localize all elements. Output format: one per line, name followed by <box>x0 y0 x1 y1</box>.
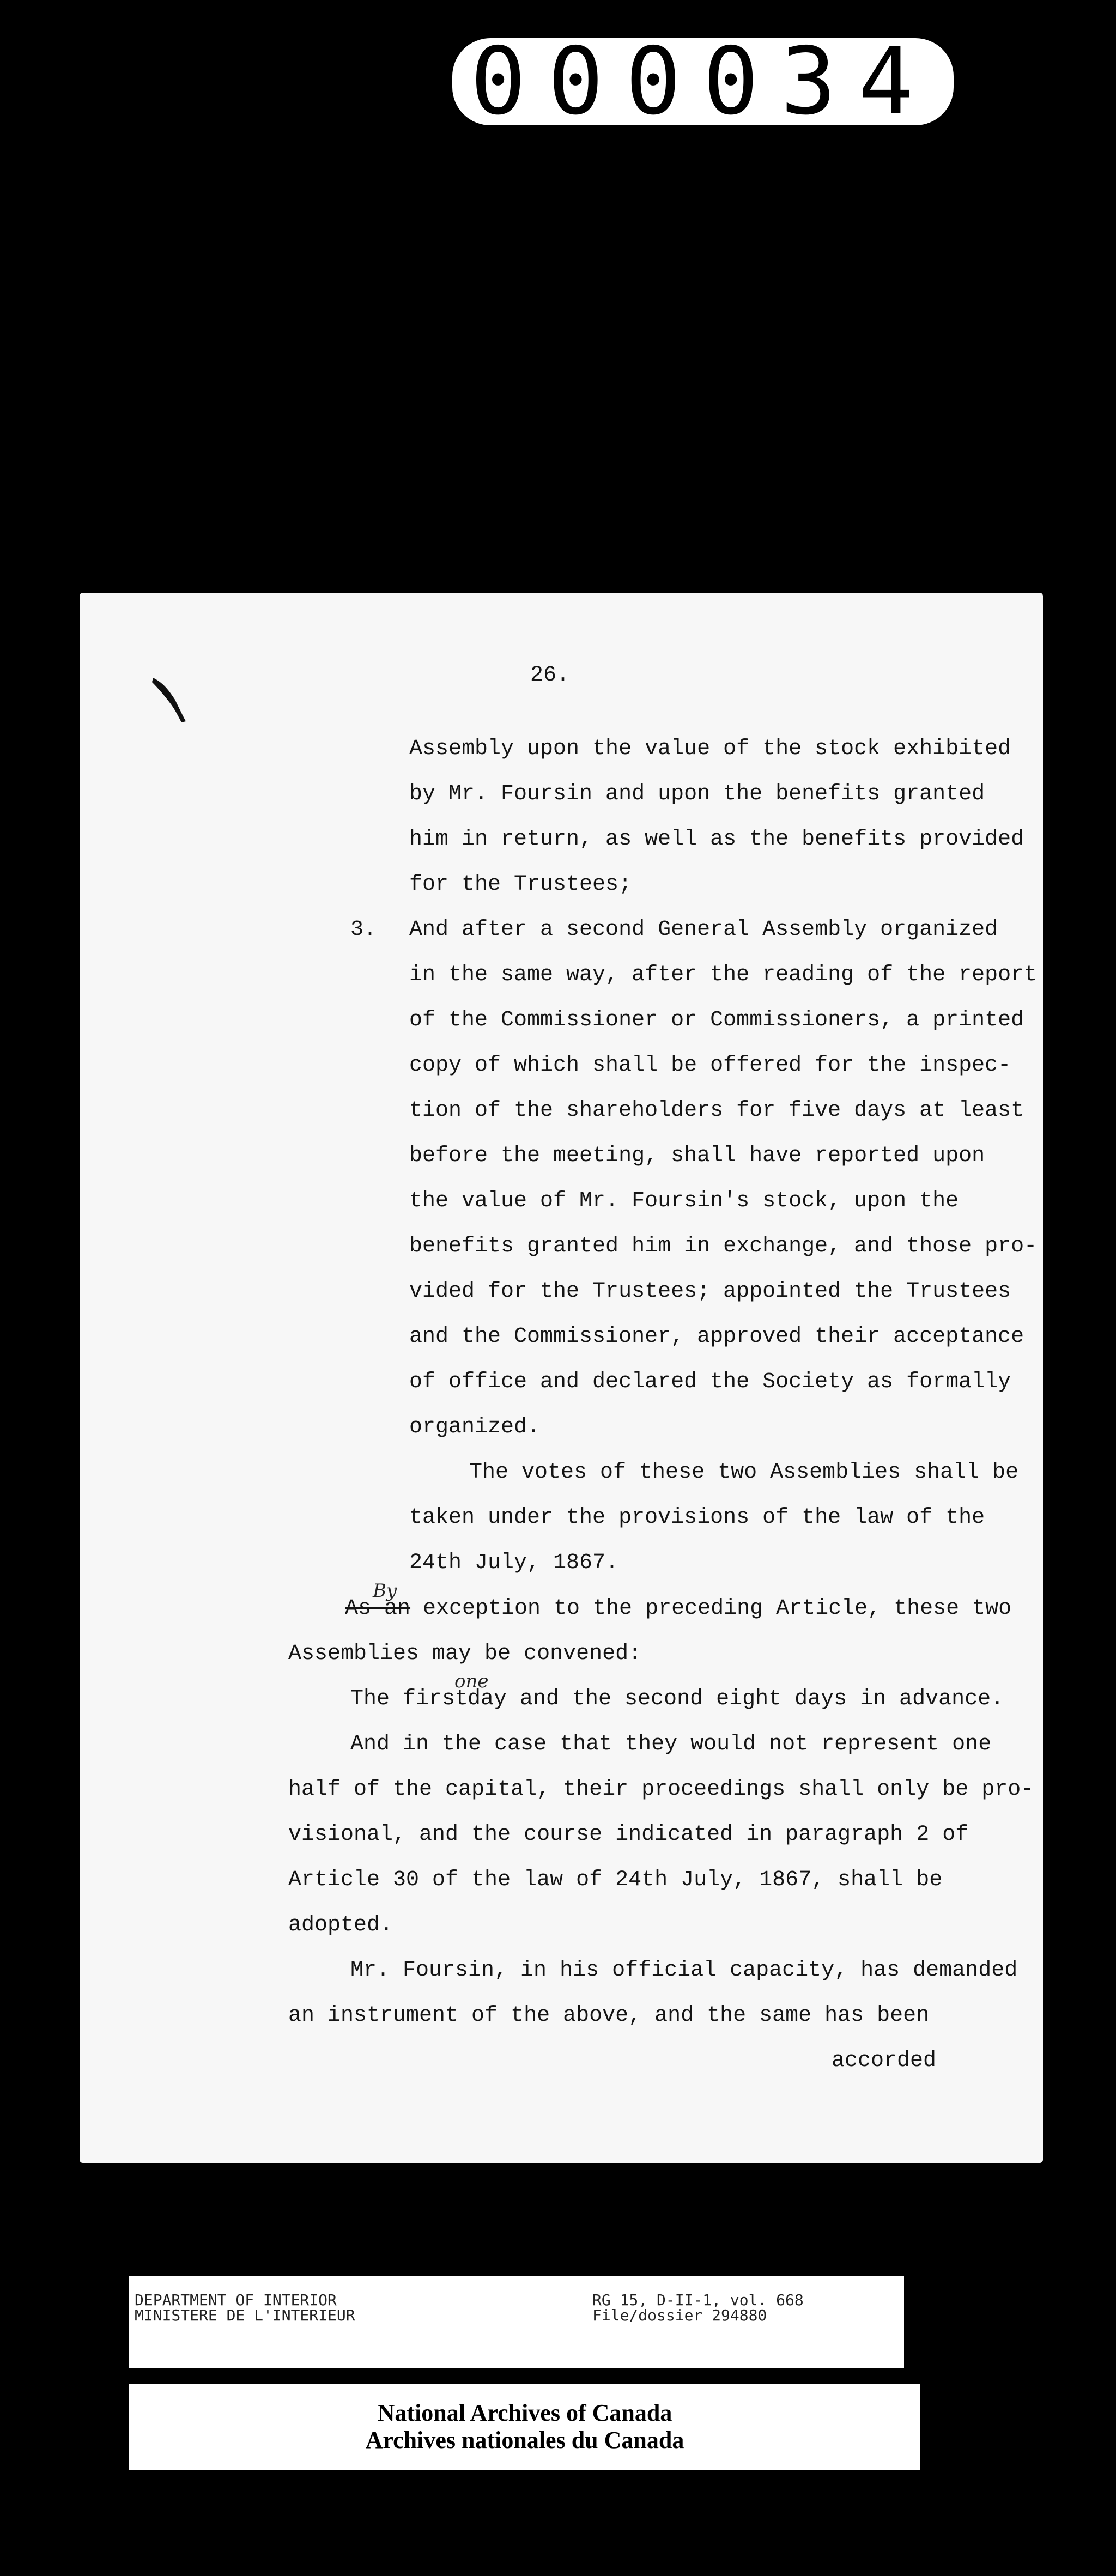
text-line: copy of which shall be offered for the inspec- <box>409 1053 1011 1078</box>
archive-name-en: National Archives of Canada <box>377 2399 672 2426</box>
archive-name-fr: Archives nationales du Canada <box>365 2427 684 2453</box>
archive-reference-label <box>129 2276 904 2368</box>
frame-number: 000034 <box>452 38 954 125</box>
text-line: And after a second General Assembly organized <box>409 918 998 942</box>
text-line: The first <box>350 1687 469 1711</box>
text-line: The votes of these two Assemblies shall be <box>469 1460 1019 1485</box>
text-line: of the Commissioner or Commissioners, a printed <box>409 1008 1024 1032</box>
text-line: tion of the shareholders for five days at least <box>409 1098 1024 1123</box>
text-line: an instrument of the above, and the same has been <box>288 2003 930 2028</box>
ink-mark-icon <box>148 672 191 727</box>
text-line: him in return, as well as the benefits provided <box>409 827 1024 852</box>
text-line: visional, and the course indicated in paragraph 2 of <box>288 1822 969 1847</box>
text-line: 24th July, 1867. <box>409 1551 619 1575</box>
text-line: and the Commissioner, approved their acceptance <box>409 1325 1024 1349</box>
text-line: in the same way, after the reading of the report <box>409 963 1038 987</box>
catchword: accorded <box>832 2049 937 2073</box>
text-line: before the meeting, shall have reported upon <box>409 1144 985 1168</box>
document-page <box>80 593 1043 2163</box>
page-number: 26. <box>530 663 570 688</box>
handwritten-insertion: By <box>373 1580 397 1602</box>
text-line: taken under the provisions of the law of the <box>409 1505 985 1530</box>
record-group-reference: RG 15, D-II-1, vol. 668 <box>592 2291 804 2309</box>
text-line: of office and declared the Society as formally <box>409 1370 1011 1394</box>
text-line: for the Trustees; <box>409 872 632 897</box>
text-line: by Mr. Foursin and upon the benefits granted <box>409 782 985 806</box>
file-number: File/dossier 294880 <box>592 2306 767 2324</box>
text-line: Assembly upon the value of the stock exhibited <box>409 737 1011 761</box>
text-line: vided for the Trustees; appointed the Trustees <box>409 1279 1011 1304</box>
department-name-fr: MINISTERE DE L'INTERIEUR <box>135 2306 355 2324</box>
text-line: day and the second eight days in advance. <box>468 1687 1004 1711</box>
handwritten-insertion: one <box>454 1670 489 1692</box>
text-line: Mr. Foursin, in his official capacity, has demanded <box>350 1958 1018 1983</box>
struck-text: As an <box>345 1596 411 1621</box>
text-line: half of the capital, their proceedings shall only be pro- <box>288 1777 1034 1802</box>
text-line: exception to the preceding Article, these two <box>423 1596 1012 1621</box>
text-line: benefits granted him in exchange, and those pro- <box>409 1234 1038 1259</box>
text-line: And in the case that they would not represent one <box>350 1732 992 1757</box>
archive-banner <box>129 2384 920 2470</box>
department-name-en: DEPARTMENT OF INTERIOR <box>135 2291 337 2309</box>
text-line: the value of Mr. Foursin's stock, upon the <box>409 1189 959 1213</box>
text-line: Assemblies may be convened: <box>288 1642 642 1666</box>
text-line: Article 30 of the law of 24th July, 1867, shall be <box>288 1868 943 1892</box>
text-line: adopted. <box>288 1913 393 1937</box>
list-number: 3. <box>350 918 377 942</box>
text-line: organized. <box>409 1415 541 1439</box>
